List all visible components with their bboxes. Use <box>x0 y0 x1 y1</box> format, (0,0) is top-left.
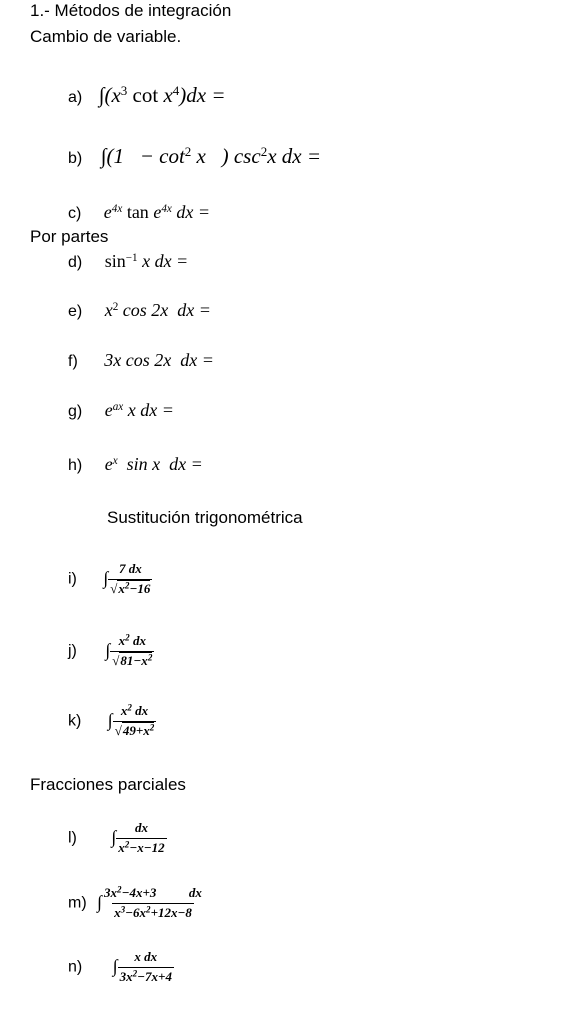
exercise-i <box>68 562 152 597</box>
exercise-expression: $e^x$ sin x dx = <box>104 454 203 474</box>
exercise-label: i) <box>68 570 77 588</box>
section-fracciones-parciales: Fracciones parciales <box>30 775 186 794</box>
square-root-icon: √ <box>110 580 118 596</box>
exercise-label: g) <box>68 403 83 420</box>
square-root-icon: √ <box>112 652 120 668</box>
exercise-expression <box>112 949 174 984</box>
exercise-l <box>68 821 167 856</box>
page-title: 1.- Métodos de integración <box>30 1 232 20</box>
fraction: $\frac{3x^2-4x+3 dx}{x^3-6x^2+12x-8}$ <box>104 884 202 920</box>
integral-sign-icon: ∫ <box>100 144 107 168</box>
integral-sign-icon: ∫ <box>97 891 103 912</box>
exercise-expression <box>105 632 154 668</box>
integral-sign-icon: ∫ <box>105 639 111 660</box>
exercise-f <box>68 350 214 371</box>
exercise-n <box>68 950 174 985</box>
fraction: $\frac{x^2 dx}{√49+x^2}$ <box>114 702 155 738</box>
fraction: $\frac{\text{x dx}}{3x^2-7x+4}$ <box>119 949 172 984</box>
exercise-g <box>68 400 174 421</box>
exercise-b <box>68 144 321 169</box>
exercise-h <box>68 454 203 475</box>
exercise-expression: $e^{ax}$ x dx = <box>104 400 174 420</box>
exercise-expression: $x^2$ cos 2x dx = <box>104 300 211 320</box>
exercise-expression: $\int(1 - \cot^2 x$ ) $\csc^2x$ dx = <box>100 143 322 168</box>
exercise-expression <box>111 820 166 855</box>
exercise-label: c) <box>68 205 82 222</box>
exercise-label: h) <box>68 457 83 474</box>
fraction: $\frac{x^2 dx}{√81-x^2}$ <box>112 632 153 668</box>
exercise-c <box>68 202 210 223</box>
exercise-j <box>68 634 154 669</box>
exercise-label: n) <box>68 958 83 976</box>
square-root-icon: √ <box>114 722 122 738</box>
exercise-label: m) <box>68 894 87 912</box>
exercise-label: l) <box>68 829 77 847</box>
exercise-expression <box>103 561 152 596</box>
exercise-e <box>68 300 211 321</box>
exercise-label: d) <box>68 254 83 271</box>
integral-sign-icon: ∫ <box>112 955 118 976</box>
integral-sign-icon: ∫ <box>98 83 105 107</box>
exercise-label: f) <box>68 353 78 370</box>
fraction: $\frac{7 dx}{√x^2-16}$ <box>110 561 151 596</box>
exercise-label: k) <box>68 712 82 730</box>
exercise-m <box>68 886 204 921</box>
exercise-label: e) <box>68 303 83 320</box>
exercise-expression: 3x cos 2x dx = <box>104 350 214 370</box>
integral-sign-icon: ∫ <box>111 826 117 847</box>
exercise-k <box>68 704 156 739</box>
section-por-partes: Por partes <box>30 227 109 246</box>
fraction: $\frac{dx}{x^2-x-12}$ <box>118 820 165 855</box>
exercise-expression <box>97 884 204 920</box>
exercise-d <box>68 251 188 272</box>
exercise-expression: $\int(x^3$ $\cot x^4)dx$ = <box>98 82 226 107</box>
exercise-label: a) <box>68 89 83 106</box>
exercise-expression: $\sin^{-1} x$ dx = <box>104 251 189 271</box>
section-sustitucion-trigonometrica: Sustitución trigonométrica <box>107 508 303 527</box>
exercise-a <box>68 83 226 108</box>
exercise-label: j) <box>68 642 77 660</box>
exercise-label: b) <box>68 150 83 167</box>
integral-sign-icon: ∫ <box>103 567 109 588</box>
exercise-expression <box>107 702 157 738</box>
integral-sign-icon: ∫ <box>107 709 113 730</box>
exercise-expression: $e^{4x}$ $\tan e^{4x}$ dx = <box>103 202 210 222</box>
section-cambio-de-variable: Cambio de variable. <box>30 27 182 46</box>
